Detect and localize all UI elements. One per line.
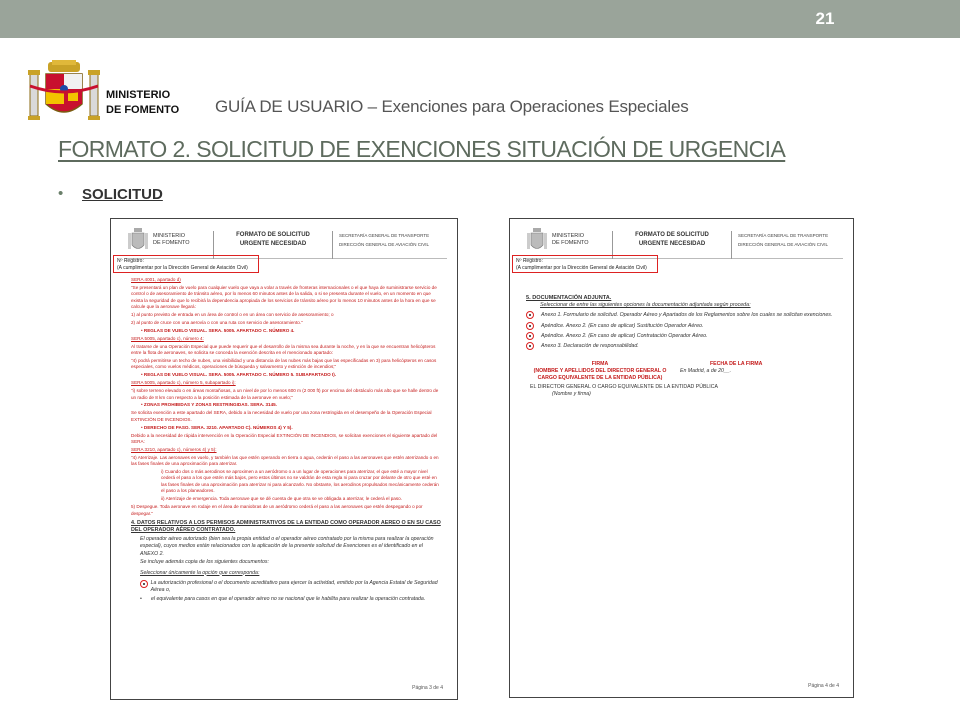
document-page-3 <box>110 218 458 700</box>
selected-option-marker[interactable] <box>526 332 534 340</box>
attachment-list <box>526 311 841 350</box>
document-line: i) Cuando dos o más aerodinos se aproximen a un aeródromo o a un lugar de operaciones para aterrizar, el que esté a mayor nivel cederá el paso a los que estén más bajos, pero estos últimos no se valdrán de esta regla ni para cruzar por delante de otro que esté en las fases finales de una aproximación para aterrizar ni para alcanzarlo. No obstante, los aerodinos propulsados mecánicamente cederán el paso a los planeadores. <box>161 469 439 494</box>
selected-option-marker[interactable] <box>526 342 534 350</box>
coat-of-arms-icon <box>24 60 104 130</box>
attachment-label: Anexo 3. Declaración de responsabilidad. <box>541 343 639 350</box>
signature-block <box>530 361 841 398</box>
attachment-label: Apéndice. Anexo 2. (En caso de aplicar) Sustitución Operador Aéreo. <box>541 322 704 329</box>
document-line: SERA 4001, apartado d) <box>131 277 181 282</box>
document-ministry: MINISTERIO DE FOMENTO <box>552 233 589 246</box>
name-and-signature: (Nombre y firma) <box>552 391 591 397</box>
bullet-label: SOLICITUD <box>82 186 163 203</box>
document-line: "4) Aterrizaje. Las aeronaves en vuelo, y también las que estén operando en tierra o agua, cederán el paso a las aeronaves que estén aterrizando o en las fases finales de una aproximación para aterrizar. <box>131 454 439 467</box>
director-line: EL DIRECTOR GENERAL O CARGO EQUIVALENTE DE LA ENTIDAD PÚBLICA <box>530 384 718 390</box>
document-line: SERA 3210, apartado c), números 4) y 5): <box>131 446 217 452</box>
section-5 <box>526 295 841 350</box>
document-line: "4) podrá permitirse un techo de nubes, una visibilidad y una distancia de las nubes más bajas que las especificadas en 3) para helicópteros en casos especiales, como vuelos médicos, operaciones de búsqueda y salvamento y extinción de incendios;" <box>131 357 437 370</box>
document-line: SERA 5005, apartado c), número 4: <box>131 335 204 341</box>
document-line: • DERECHO DE PASO. SERA. 3210. APARTADO C). NÚMEROS 4) Y 5). <box>141 424 293 430</box>
ministry-name: MINISTERIO DE FOMENTO <box>106 89 180 116</box>
document-form-title: FORMATO DE SOLICITUD URGENTE NECESIDAD <box>213 231 333 259</box>
document-line: "i) sobre terreno elevado o en áreas montañosas, a un nivel de por lo menos 600 m (2 000 ft) por encima del obstáculo más alto que se halle dentro de un radio de 8 km con respecto a la posición estimada de la aeronave en vuelo;" <box>131 388 439 400</box>
page-footer: Página 4 de 4 <box>808 683 839 689</box>
document-form-title: FORMATO DE SOLICITUD URGENTE NECESIDAD <box>612 231 732 259</box>
selected-option-marker[interactable] <box>526 311 534 319</box>
document-department: SECRETARÍA GENERAL DE TRANSPORTE DIRECCIÓN GENERAL DE AVIACIÓN CIVIL <box>339 233 430 247</box>
section-4-paragraph: El operador aéreo autorizado (bien sea la propia entidad o el operador aéreo contratado por la misma para realizar la operación especial), cuyos medios están relacionados con la aplicación de la presente solicitud de Exenciones es el identificado en el ANEXO 2. <box>140 536 434 557</box>
document-line: • REGLAS DE VUELO VISUAL. SERA. 5005. APARTADO C. NÚMERO 4. <box>141 327 295 333</box>
option-authorization: La autorización profesional o el documento acreditativo para ejercer la actividad, emitido por la Agencia Estatal de Seguridad Aérea o, <box>131 580 441 594</box>
attachment-label: Apéndice. Anexo 2. (En caso de aplicar) Contratación Operador Aéreo. <box>541 332 708 339</box>
section-5-instructions: Seleccionar de entre las siguientes opciones la documentación adjuntada según proceda: <box>540 302 751 309</box>
bullet-dot: • <box>58 185 64 202</box>
document-ministry: MINISTERIO DE FOMENTO <box>153 233 190 246</box>
selected-option-marker[interactable] <box>526 322 534 330</box>
option-equivalent: • el equivalente para casos en que el operador aéreo no se nacional que le habilita para realizar la operación contratada. <box>140 595 426 602</box>
document-line: "Se presentará un plan de vuelo para cualquier vuelo que vaya a volar a través de fronteras internacionales o el que haya de suministrarse servicio de control o de asesoramiento de tránsito aéreo, por lo menos 60 minutos antes de la salida, o si se presenta durante el vuelo, en un momento en que exista la seguridad de que lo recibirá la dependencia apropiada de los servicios de tránsito aéreo por lo menos 10 minutos antes de la hora en que se calcule que la aeronave llegará: <box>131 284 437 310</box>
bullet-dot: • <box>140 595 142 602</box>
document-line: 1) al punto previsto de entrada en un área de control o en un área con servicio de asesoramiento; o <box>131 312 334 318</box>
document-line: Se solicita exención a este apartado del SERA, debido a la necesidad de vuelo por una zona restringida en el desempeño de la Operación Especial EXTINCIÓN DE INCENDIOS. <box>131 410 432 422</box>
document-line: • REGLAS DE VUELO VISUAL. SERA. 5005. APARTADO C. NÚMERO 5. SUBAPARTADO I). <box>141 372 337 378</box>
document-line: Al tratarse de una Operación Especial que puede requerir que el desarrollo de la misma sea durante la noche, y en la que se encuentran helicópteros entre la flota de aeronaves, se solicita se conceda la exención descrita en el mencionado apartado: <box>131 343 436 356</box>
document-line: Debido a la necesidad de rápida intervención en la Operación Especial EXTINCIÓN DE INCENDIOS, se solicitan exenciones el siguiente apartado del SERA: <box>131 432 438 444</box>
section-4-title: 4. DATOS RELATIVOS A LOS PERMISOS ADMINISTRATIVOS DE LA ENTIDAD COMO OPERADOR AEREO O EN SU CASO DEL OPERADOR AÉREO CONTRATADO. <box>131 519 441 534</box>
page1-body <box>131 277 441 604</box>
registration-box: Nº Registro: (A cumplimentar por la Dirección General de Aviación Civil) <box>113 255 259 273</box>
attachment-item[interactable] <box>526 311 841 319</box>
document-line: SERA 5005, apartado c), número 5, subapartado i): <box>131 380 236 386</box>
signature-label-block: FIRMA (NOMBRE Y APELLIDOS DEL DIRECTOR GENERAL O CARGO EQUIVALENTE DE LA ENTIDAD PÚBLICA) <box>533 361 667 381</box>
document-header <box>125 225 447 259</box>
document-line: • ZONAS PROHIBIDAS Y ZONAS RESTRINGIDAS. SERA. 3145. <box>141 402 277 408</box>
section-4-includes: Se incluye además copia de los siguientes documentos: <box>140 559 269 566</box>
page-footer: Página 3 de 4 <box>412 685 443 691</box>
page-title: FORMATO 2. SOLICITUD DE EXENCIONES SITUACIÓN DE URGENCIA <box>58 136 786 162</box>
document-header <box>524 225 843 259</box>
slide-number: 21 <box>815 9 835 28</box>
document-page-4 <box>509 218 854 698</box>
document-line: ii) Aterrizaje de emergencia. Toda aeronave que se dé cuenta de que otra se ve obligada a aterrizar, le cederá el paso. <box>161 496 402 502</box>
document-line: 2) al punto de cruce con una aerovía o con una ruta con servicio de asesoramiento." <box>131 319 303 325</box>
coat-of-arms-icon <box>127 227 149 255</box>
attachment-item[interactable] <box>526 332 841 340</box>
attachment-item[interactable] <box>526 342 841 350</box>
registration-box: Nº Registro: (A cumplimentar por la Dirección General de Aviación Civil) <box>512 255 658 273</box>
top-bar <box>0 0 960 38</box>
document-line: 5) Despegue. Toda aeronave en rodaje en el área de maniobras de un aeródromo cederá el paso a las aeronaves que estén despegando o por despegar." <box>131 504 423 516</box>
attachment-item[interactable] <box>526 322 841 330</box>
date-block: FECHA DE LA FIRMA En Madrid, a de 20__. <box>680 361 763 374</box>
document-department: SECRETARÍA GENERAL DE TRANSPORTE DIRECCIÓN GENERAL DE AVIACIÓN CIVIL <box>738 233 829 247</box>
guide-title: GUÍA DE USUARIO – Exenciones para Operaciones Especiales <box>215 97 689 116</box>
page1-lines <box>131 277 441 517</box>
coat-of-arms-icon <box>526 227 548 255</box>
selected-option-marker <box>140 580 148 588</box>
section-4-select: Seleccionar únicamente la opción que corresponda: <box>140 569 260 576</box>
attachment-label: Anexo 1. Formulario de solicitud. Operador Aéreo y Apartados de los Reglamentos sobre los cuales se solicitan exenciones. <box>541 312 833 319</box>
section-5-title: 5. DOCUMENTACIÓN ADJUNTA. <box>526 295 612 301</box>
